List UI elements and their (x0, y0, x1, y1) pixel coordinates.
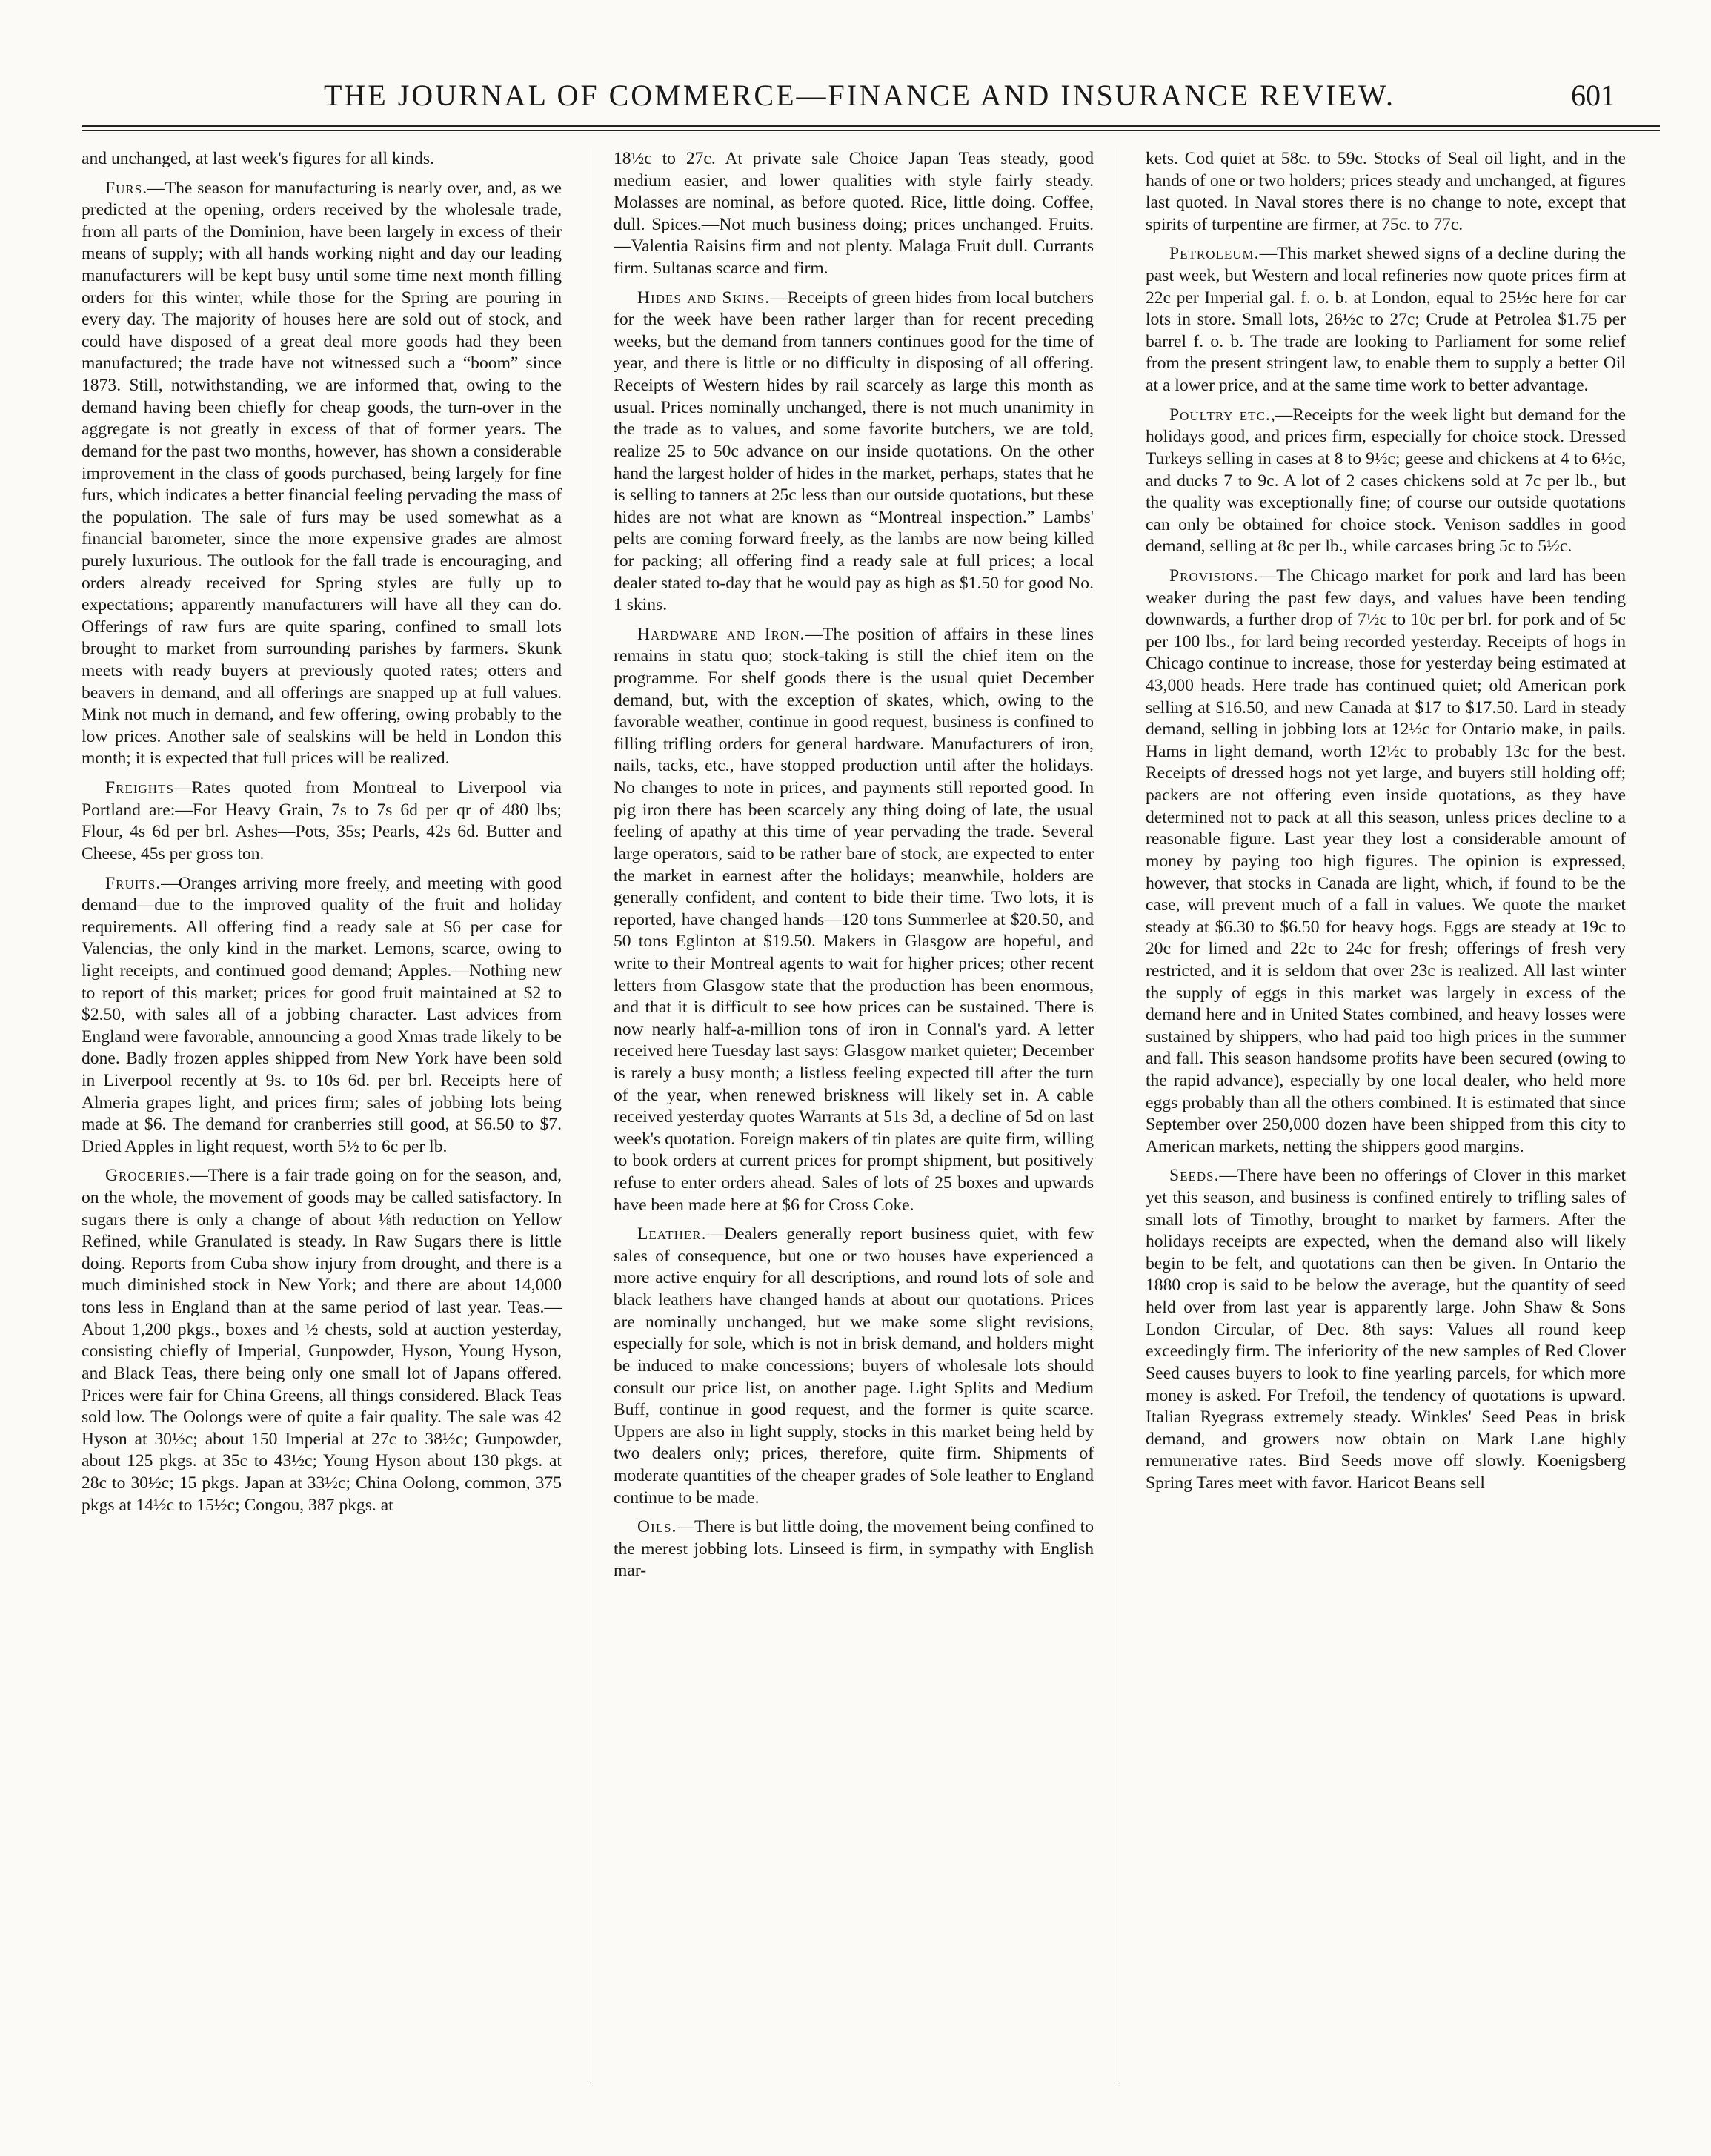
paragraph-continued: 18½c to 27c. At private sale Choice Japan Teas steady, good medium easier, and lower qualities with style fairly steady. Molasses are nominal, as before quoted. Rice, little doing. Coffee, dull. Spices.—Not much business doing; prices unchanged. Fruits.—Valentia Raisins firm and not plenty. Malaga Fruit dull. Currants firm. Sultanas scarce and firm. (614, 149, 1094, 279)
section-head-freights: Freights (105, 778, 174, 798)
paragraph-petroleum: Petroleum.—This market shewed signs of a decline during the past week, but Western and local refineries now quote prices firm at 22c per Imperial gal. f. o. b. at London, equal to 25½c here for car lots in store. Small lots, 26½c to 27c; Crude at Petrolea $1.75 per barrel f. o. b. The trade are looking to Parliament for some relief from the present stringent law, to enable them to supply a better Oil at a lower price, and at the same time work to better advantage. (1146, 244, 1626, 396)
paragraph-oils: Oils.—There is but little doing, the movement being confined to the merest jobbing lots. Linseed is firm, in sympathy with English mar- (614, 1517, 1094, 1581)
paragraph-continued: and unchanged, at last week's figures for all kinds. (82, 149, 434, 168)
section-head-hardware: Hardware and Iron. (637, 624, 805, 644)
page-number: 601 (1571, 79, 1615, 112)
page-header (82, 70, 1638, 122)
paragraph-seeds: Seeds.—There have been no offerings of Clover in this market yet this season, and business is confined entirely to trifling sales of small lots of Timothy, brought to market by farmers. After the holidays receipts are expected, when the demand also will likely begin to be felt, and quotations can then be given. In Ontario the 1880 crop is said to be below the average, but the quantity of seed held over from last year is apparently large. John Shaw & Sons London Circular, of Dec. 8th says: Values all round keep exceedingly firm. The inferiority of the new samples of Red Clover Seed causes buyers to look to fine yearling parcels, for which more money is asked. For Trefoil, the tendency of quotations is upward. Italian Ryegrass extremely steady. Winkles' Seed Peas in brisk demand, and growers now obtain on Mark Lane highly remunerative rates. Bird Seeds move off slowly. Koenigsberg Spring Tares meet with favor. Haricot Beans sell (1146, 1166, 1626, 1493)
paragraph-poultry: Poultry etc.,—Receipts for the week light but demand for the holidays good, and prices firm, especially for choice stock. Dressed Turkeys selling in cases at 8 to 9½c; geese and chickens at 4 to 6½c, and ducks 7 to 9c. A lot of 2 cases chickens sold at 7c per lb., but the quality was exceptionally fine; of course our outside quotations can only be obtained for choice stock. Venison saddles in good demand, selling at 8c per lb., while carcases bring 5c to 5½c. (1146, 405, 1626, 557)
section-head-seeds: Seeds. (1169, 1166, 1220, 1186)
article-columns (82, 148, 1660, 2105)
paragraph-fruits: Fruits.—Oranges arriving more freely, and meeting with good demand—due to the improved quality of the fruit and holiday requirements. All offering find a ready sale at $6 per case for Valencias, the only kind in the market. Lemons, scarce, owing to light receipts, and continued good demand; Apples.—Nothing new to report of this market; prices for good fruit maintained at $2 to $2.50, with sales all of a jobbing character. Last advices from England were favorable, announcing a good Xmas trade likely to be done. Badly frozen apples shipped from New York have been sold in Liverpool recently at 9s. to 10s 6d. per brl. Receipts here of Almeria grapes light, and prices firm; sales of jobbing lots being made at $6. The demand for cranberries still good, at $6.50 to $7. Dried Apples in light request, worth 5½ to 6c per lb. (82, 873, 562, 1156)
journal-title: THE JOURNAL OF COMMERCE—FINANCE AND INSURANCE REVIEW. (323, 79, 1396, 112)
paragraph-furs: Furs.—The season for manufacturing is nearly over, and, as we predicted at the opening, orders received by the wholesale trade, from all parts of the Dominion, have been largely in excess of their means of supply; with all hands working night and day our leading manufacturers will be kept busy until some time next month filling orders for this winter, while those for the Spring are pouring in every day. The majority of houses here are sold out of stock, and could have disposed of a great deal more goods had they been manufactured; the trade have not witnessed such a “boom” since 1873. Still, notwithstanding, we are informed that, owing to the demand having been chiefly for cheap goods, the turn-over in the aggregate is not greatly in excess of that of former years. The demand for the past two months, however, has shown a considerable improvement in the class of goods purchased, being largely for fine furs, which indicates a better financial feeling pervading the mass of the population. The sale of furs may be used somewhat as a financial barometer, since the more expensive grades are almost purely luxurious. The outlook for the fall trade is encouraging, and orders already received for Spring styles are fully up to expectations; apparently manufacturers will have all they can do. Offerings of raw furs are quite sparing, confined to small lots brought to market from surrounding parishes by farmers. Skunk meets with ready buyers at previously quoted rates; otters and beavers in demand, and all offerings are snapped up at full values. Mink not much in demand, and few offering, owing probably to the low prices. Another sale of sealskins will be held in London this month; it is expected that full prices will be realized. (82, 178, 562, 769)
section-head-leather: Leather. (637, 1224, 707, 1244)
column-middle (614, 148, 1094, 2090)
section-head-furs: Furs. (105, 178, 148, 198)
section-head-poultry: Poultry etc. (1169, 405, 1271, 425)
section-head-petroleum: Petroleum. (1169, 244, 1260, 264)
paragraph-leather: Leather.—Dealers generally report business quiet, with few sales of consequence, but one or two houses have experienced a more active enquiry for all descriptions, and round lots of sole and black leathers have changed hands at about our quotations. Prices are nominally unchanged, but we make some slight revisions, especially for sole, which is not in brisk demand, and holders might be induced to make concessions; buyers of wholesale lots should consult our price list, on another page. Light Splits and Medium Buff, continue in good request, and the former is quite scarce. Uppers are also in light supply, stocks in this market being held by two dealers only; prices, therefore, quite firm. Shipments of moderate quantities of the cheaper grades of Sole leather to England continue to be made. (614, 1224, 1094, 1507)
section-head-provisions: Provisions. (1169, 565, 1259, 586)
column-left (82, 148, 562, 2090)
section-head-groceries: Groceries. (105, 1166, 191, 1186)
paragraph-hides-and-skins: Hides and Skins.—Receipts of green hides from local butchers for the week have been rather larger than for recent preceding weeks, but the demand from tanners continues good for the time of year, and there is little or no difficulty in disposing of all offering. Receipts of Western hides by rail scarcely as large this month as usual. Prices nominally unchanged, there is not much unanimity in the trade as to values, and some favorite butchers, we are told, realize 25 to 50c advance on our inside quotations. On the other hand the largest holder of hides in the market, perhaps, states that he is selling to tanners at 25c less than our outside quotations, but these hides are not what are known as “Montreal inspection.” Lambs' pelts are coming forward freely, as the lambs are now being killed for packing; all offering find a ready sale at full prices; a local dealer stated to-day that he would pay as high as $1.50 for good No. 1 skins. (614, 288, 1094, 615)
header-rule-thick (82, 125, 1660, 127)
paragraph-continued: kets. Cod quiet at 58c. to 59c. Stocks of Seal oil light, and in the hands of one or two holders; prices steady and unchanged, at figures last quoted. In Naval stores there is no change to note, except that spirits of turpentine are firmer, at 75c. to 77c. (1146, 149, 1626, 234)
paragraph-provisions: Provisions.—The Chicago market for pork and lard has been weaker during the past few days, and values have been tending downwards, a further drop of 7½c to 10c per brl. for pork and of 5c per 100 lbs., for lard being recorded yesterday. Receipts of hogs in Chicago continue to increase, those for yesterday being estimated at 43,000 heads. Here trade has continued quiet; old American pork selling at $16.50, and new Canada at $17 to $17.50. Lard in steady demand, selling in jobbing lots at 12½c for Ontario make, in pails. Hams in light demand, worth 12½c to probably 13c for the best. Receipts of dressed hogs not yet large, and buyers still holding off; packers are not offering even inside quotations, as they have determined not to pack at all this season, unless prices decline to a reasonable figure. Last year they lost a considerable amount of money by paying too high figures. The opinion is expressed, however, that stocks in Canada are light, which, if found to be the case, will prevent much of a fall in values. We quote the market steady at $6.30 to $6.50 for heavy hogs. Eggs are steady at 19c to 20c for limed and 22c to 24c for fresh; offerings of fresh very restricted, and it is seldom that over 23c is realized. All last winter the supply of eggs in this market was largely in excess of the demand here and in United States combined, and heavy losses were sustained by shippers, who had paid too high prices in the summer and fall. This season handsome profits have been secured (owing to the rapid advance), especially by one local dealer, who held more eggs probably than all the others combined. It is estimated that since September over 250,000 dozen have been shipped from this city to American markets, netting the shippers good margins. (1146, 565, 1626, 1156)
header-rule-thin (82, 130, 1660, 131)
column-right (1146, 148, 1626, 2090)
paragraph-hardware-and-iron: Hardware and Iron.—The position of affairs in these lines remains in statu quo; stock-taking is still the chief item on the programme. For shelf goods there is the usual quiet December demand, but, with the exception of skates, which, owing to the favorable weather, continue in good request, business is confined to filling trifling orders for general hardware. Manufacturers of iron, nails, tacks, etc., have stopped production until after the holidays. No changes to note in prices, and payments still reported good. In pig iron there has been scarcely any thing doing of late, the usual feeling of apathy at this time of year pervading the trade. Several large operators, said to be rather bare of stock, are expected to enter the market in earnest after the holidays; meanwhile, holders are generally confident, and content to bide their time. Two lots, it is reported, have changed hands—120 tons Summerlee at $20.50, and 50 tons Eglinton at $19.50. Makers in Glasgow are hopeful, and write to their Montreal agents to wait for higher prices; other recent letters from Glasgow state that the production has been enormous, and that it is difficult to see how prices can be sustained. There is now nearly half-a-million tons of iron in Connal's yard. A letter received here Tuesday last says: Glasgow market quieter; December is rarely a busy month; a listless feeling expected till after the turn of the year, when renewed briskness will likely set in. A cable received yesterday quotes Warrants at 51s 3d, a decline of 5d on last week's quotation. Foreign makers of tin plates are quite firm, willing to book orders at current prices for prompt shipment, but positively refuse to enter orders ahead. Sales of lots of 25 boxes and upwards have been made here at $6 for Cross Coke. (614, 624, 1094, 1215)
paragraph-groceries: Groceries.—There is a fair trade going on for the season, and, on the whole, the movement of goods may be called satisfactory. In sugars there is only a change of about ⅛th reduction on Yellow Refined, while Granulated is steady. In Raw Sugars there is little doing. Reports from Cuba show injury from drought, and there is a much diminished stock in New York; and there are about 14,000 tons less in England than at the same period of last year. Teas.—About 1,200 pkgs., boxes and ½ chests, sold at auction yesterday, consisting chiefly of Imperial, Gunpowder, Hyson, Young Hyson, and Black Teas, there being only one small lot of Japans offered. Prices were fair for China Greens, all things considered. Black Teas sold low. The Oolongs were of quite a fair quality. The sale was 42 Hyson at 30½c; about 150 Imperial at 27c to 38½c; Gunpowder, about 125 pkgs. at 35c to 43½c; Young Hyson about 130 pkgs. at 28c to 30½c; 15 pkgs. Japan at 33½c; China Oolong, common, 375 pkgs at 14½c to 15½c; Congou, 387 pkgs. at (82, 1166, 562, 1515)
section-head-oils: Oils. (637, 1517, 677, 1537)
paragraph-freights: Freights—Rates quoted from Montreal to Liverpool via Portland are:—For Heavy Grain, 7s to 7s 6d per qr of 480 lbs; Flour, 4s 6d per brl. Ashes—Pots, 35s; Pearls, 42s 6d. Butter and Cheese, 45s per gross ton. (82, 778, 562, 863)
section-head-hides: Hides and Skins. (637, 288, 771, 308)
section-head-fruits: Fruits. (105, 873, 162, 893)
